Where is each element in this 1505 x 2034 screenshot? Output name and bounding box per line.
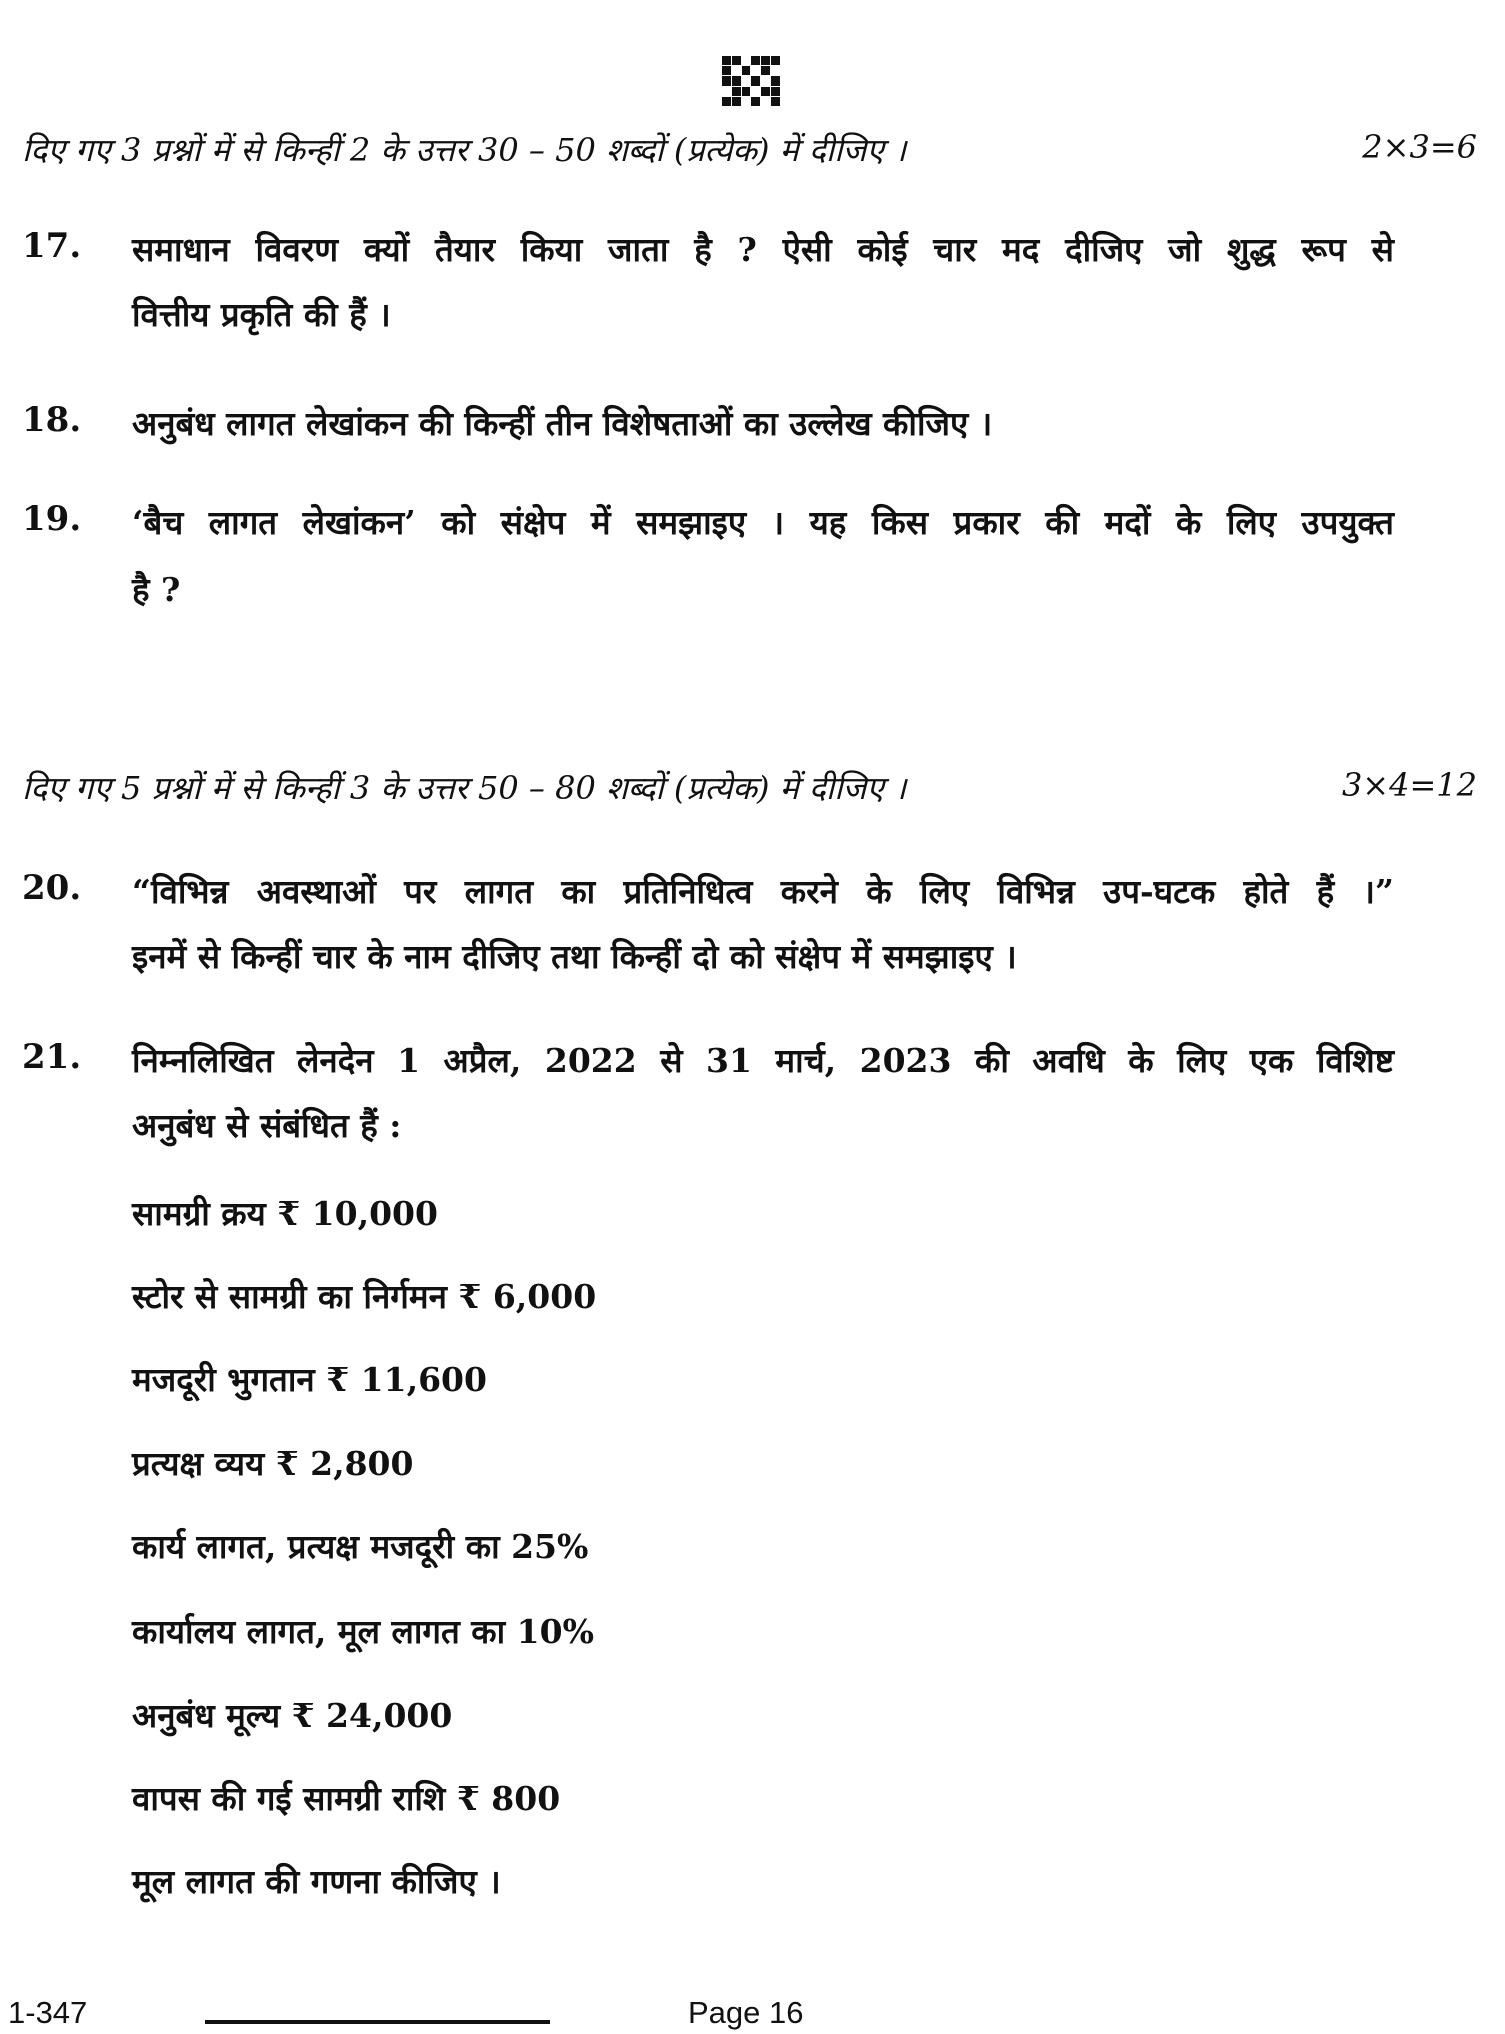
qr-code	[722, 56, 780, 106]
transaction-item: मजदूरी भुगतान ₹ 11,600	[132, 1360, 487, 1399]
section-b-instruction: दिए गए 5 प्रश्नों में से किन्हीं 3 के उत्तर 50 – 80 शब्दों (प्रत्येक) में दीजिए ।	[22, 769, 907, 807]
section-a-marks: 2×3=6	[1362, 128, 1477, 166]
transaction-item: प्रत्यक्ष व्यय ₹ 2,800	[132, 1444, 414, 1483]
question-20-line-2: इनमें से किन्हीं चार के नाम दीजिए तथा किन्हीं दो को संक्षेप में समझाइए ।	[132, 937, 1017, 976]
transaction-item: अनुबंध मूल्य ₹ 24,000	[132, 1696, 453, 1735]
question-21-task: मूल लागत की गणना कीजिए ।	[132, 1862, 501, 1901]
question-21-line-2: अनुबंध से संबंधित हैं :	[132, 1106, 402, 1145]
question-19-line-1: ‘बैच लागत लेखांकन’ को संक्षेप में समझाइए । यह किस प्रकार की मदों के लिए उपयुक्त	[132, 503, 1394, 542]
question-18-number: 18.	[22, 400, 82, 440]
question-17-line-1: समाधान विवरण क्यों तैयार किया जाता है ? ऐसी कोई चार मद दीजिए जो शुद्ध रूप से	[132, 230, 1394, 269]
question-21-number: 21.	[22, 1037, 82, 1077]
question-17-line-2: वित्तीय प्रकृति की हैं ।	[132, 295, 391, 334]
paper-code: 1-347	[8, 1995, 88, 2030]
transaction-item: सामग्री क्रय ₹ 10,000	[132, 1194, 438, 1233]
question-20-number: 20.	[22, 868, 82, 908]
question-19-line-2: है ?	[132, 570, 181, 609]
question-17-number: 17.	[22, 226, 82, 266]
transaction-item: वापस की गई सामग्री राशि ₹ 800	[132, 1779, 561, 1818]
footer-rule	[205, 2020, 550, 2024]
question-18-line-1: अनुबंध लागत लेखांकन की किन्हीं तीन विशेषताओं का उल्लेख कीजिए ।	[132, 404, 993, 443]
transaction-item: कार्यालय लागत, मूल लागत का 10%	[132, 1612, 594, 1651]
question-19-number: 19.	[22, 499, 82, 539]
question-21-line-1: निम्नलिखित लेनदेन 1 अप्रैल, 2022 से 31 मार्च, 2023 की अवधि के लिए एक विशिष्ट	[132, 1041, 1394, 1080]
question-20-line-1: “विभिन्न अवस्थाओं पर लागत का प्रतिनिधित्व करने के लिए विभिन्न उप-घटक होते हैं ।”	[132, 872, 1394, 911]
transaction-item: कार्य लागत, प्रत्यक्ष मजदूरी का 25%	[132, 1527, 589, 1566]
page-number: Page 16	[688, 1995, 804, 2030]
section-b-marks: 3×4=12	[1341, 766, 1477, 804]
transaction-item: स्टोर से सामग्री का निर्गमन ₹ 6,000	[132, 1277, 597, 1316]
section-a-instruction: दिए गए 3 प्रश्नों में से किन्हीं 2 के उत्तर 30 – 50 शब्दों (प्रत्येक) में दीजिए ।	[22, 131, 907, 169]
